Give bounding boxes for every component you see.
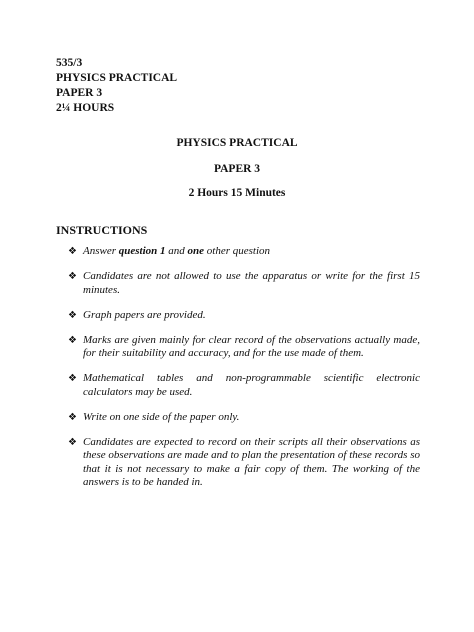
instruction-text: Candidates are not allowed to use the apparatus or write for the first 15 minutes. bbox=[83, 270, 420, 296]
instruction-item bbox=[66, 245, 420, 259]
diamond-bullet-icon: ❖ bbox=[68, 309, 77, 321]
instruction-list bbox=[66, 245, 420, 501]
header-subject: PHYSICS PRACTICAL bbox=[56, 72, 178, 84]
instruction-text-part: and bbox=[165, 245, 188, 257]
paper-code: 535/3 bbox=[56, 57, 83, 69]
instruction-item bbox=[66, 334, 420, 361]
instruction-text-part: other question bbox=[204, 245, 271, 257]
diamond-bullet-icon: ❖ bbox=[68, 373, 77, 384]
diamond-bullet-icon: ❖ bbox=[68, 411, 77, 423]
instructions-heading: INSTRUCTIONS bbox=[56, 223, 148, 237]
instruction-item bbox=[66, 270, 420, 297]
instruction-text: Mathematical tables and non-programmable scientific electronic calculators may be used. bbox=[83, 372, 420, 398]
title-paper: PAPER 3 bbox=[213, 163, 261, 175]
header-duration: 2¼ HOURS bbox=[56, 102, 115, 114]
instruction-text: Graph papers are provided. bbox=[83, 308, 206, 321]
header-paper: PAPER 3 bbox=[56, 87, 103, 99]
instruction-emphasis: question 1 bbox=[118, 245, 166, 257]
instruction-text: Candidates are expected to record on their scripts all their observations as these observations are made and to plan the presentation of these records so that it is not necessary to make a fair copy of them. The working of the answers is to be handed in. bbox=[83, 435, 420, 488]
diamond-bullet-icon: ❖ bbox=[68, 271, 77, 282]
instruction-text: Write on one side of the paper only. bbox=[83, 410, 240, 423]
diamond-bullet-icon: ❖ bbox=[68, 334, 77, 346]
instruction-text-part: Answer bbox=[83, 245, 119, 257]
instruction-text: Marks are given mainly for clear record of the observations actually made, for their suitability and accuracy, and for the use made of them. bbox=[83, 333, 420, 359]
instruction-item bbox=[66, 411, 420, 425]
instruction-item bbox=[66, 436, 420, 490]
instruction-item bbox=[66, 372, 420, 399]
diamond-bullet-icon: ❖ bbox=[68, 246, 77, 257]
diamond-bullet-icon: ❖ bbox=[68, 436, 77, 448]
title-subject: PHYSICS PRACTICAL bbox=[176, 137, 298, 149]
instruction-item bbox=[66, 309, 420, 323]
paper-header bbox=[56, 56, 177, 116]
title-time: 2 Hours 15 Minutes bbox=[188, 187, 286, 199]
instruction-emphasis: one bbox=[187, 245, 205, 257]
